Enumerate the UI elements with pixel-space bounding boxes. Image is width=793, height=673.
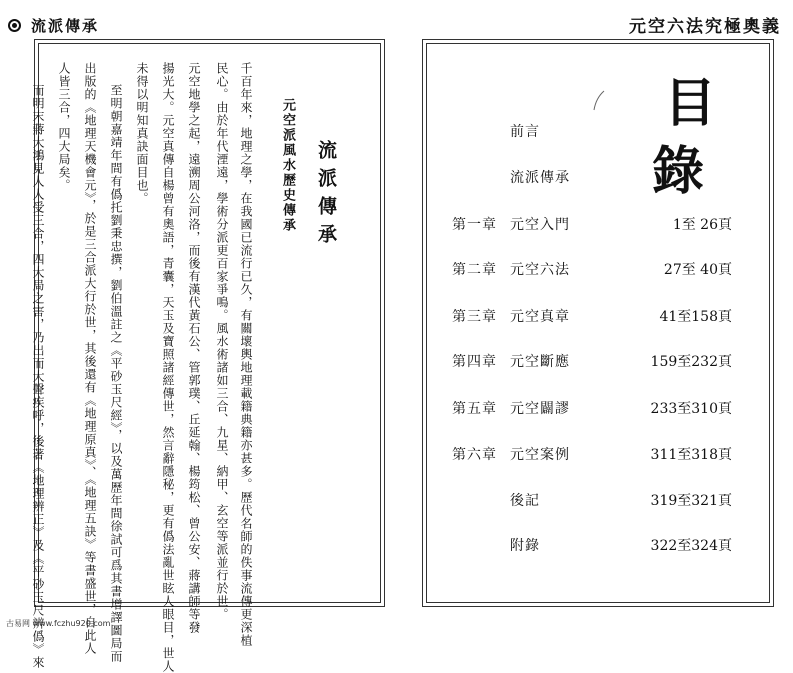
toc-title: 元空案例: [510, 447, 570, 463]
toc-row: [452, 306, 732, 328]
toc-row: [452, 351, 732, 373]
section-subtitle: 元空派風水歷史傳承: [280, 98, 295, 233]
heading-char-mu: 目: [664, 74, 717, 134]
toc-chapter: 第一章: [452, 217, 497, 233]
toc-title: 元空入門: [510, 217, 570, 233]
toc-row: [452, 214, 732, 236]
right-header-title: 元空六法究極奧義: [629, 17, 781, 37]
heading-char-lu: 錄: [652, 142, 705, 202]
toc-title: 前言: [510, 124, 540, 140]
toc-row: [452, 398, 732, 420]
toc-title: 後記: [510, 493, 540, 509]
body-column: 出版的《地理天機會元》，於是三合派大行於世，其後還有《地理原真》、《地理五訣》等書盛世，自此人: [83, 62, 97, 655]
toc-chapter: 第五章: [452, 401, 497, 417]
toc-pages: 322至324頁: [650, 538, 732, 554]
toc-row: [452, 167, 732, 189]
toc-title: 附錄: [510, 538, 540, 554]
toc-chapter: 第二章: [452, 262, 497, 278]
watermark-text: 古易网 www.fczhu920.com: [6, 619, 111, 628]
toc-pages: 159至232頁: [650, 354, 732, 370]
body-column: 揚光大。元空真傳自楊曾有奧語，青囊，天玉及寶照諸經傳世，然言辭隱秘，更有僞法亂世眩人眼目，世人: [161, 62, 175, 673]
toc-row: [452, 259, 732, 281]
toc-title: 元空真章: [510, 309, 570, 325]
body-column: 民心。由於年代湮遠，學術分派更百家爭鳴。風水術諸如三合、九星、納甲、玄空等派並行於世。: [215, 62, 229, 621]
toc-pages: 311至318頁: [650, 447, 732, 463]
toc-pages: 233至310頁: [650, 401, 732, 417]
toc-pages: 1至 26頁: [672, 217, 732, 233]
left-page-header: [8, 13, 99, 37]
toc-title: 元空闢謬: [510, 401, 570, 417]
body-column: 至明朝嘉靖年間有僞托劉秉忠撰，劉伯溫註之《平砂玉尺經》，以及萬歷年間徐試可爲其書增譯圖局而: [109, 84, 123, 663]
toc-row: [452, 444, 732, 466]
body-column: 元空地學之起，遠溯周公河洛，而後有漢代黃石公、管郭璞、丘延翰、楊筠松、曾公安、蔣講師等發: [187, 62, 201, 634]
toc-row: [452, 121, 732, 143]
body-column: 未得以明知真訣面目也。: [135, 62, 149, 205]
left-header-title: 流派傳承: [31, 16, 100, 35]
toc-chapter: 第六章: [452, 447, 497, 463]
bullseye-icon: [8, 19, 21, 32]
toc-row: [452, 535, 732, 557]
toc-chapter: 第三章: [452, 309, 497, 325]
decorative-stroke-icon: [592, 90, 606, 112]
toc-title: 元空六法: [510, 262, 570, 278]
body-column: 人皆三合，四大局矣。: [57, 62, 71, 192]
toc-row: [452, 490, 732, 512]
section-title: 流派傳承: [315, 140, 337, 252]
toc-pages: 319至321頁: [650, 493, 732, 509]
body-column: 千百年來，地理之學，在我國已流行已久，有關壞輿地理載籍典籍亦甚多。歷代名師的佚事流傳更深植: [239, 62, 253, 647]
toc-title: 元空斷應: [510, 354, 570, 370]
toc-pages: 41至158頁: [659, 309, 732, 325]
toc-title: 流派傳承: [510, 170, 570, 186]
body-column: 而明末蔣大鴻見人人受三合，四大局之害，乃出而大聲疾呼，後著《地理辨正》及《平砂玉尺辨僞》來: [31, 84, 45, 669]
toc-pages: 27至 40頁: [663, 262, 732, 278]
toc-chapter: 第四章: [452, 354, 497, 370]
